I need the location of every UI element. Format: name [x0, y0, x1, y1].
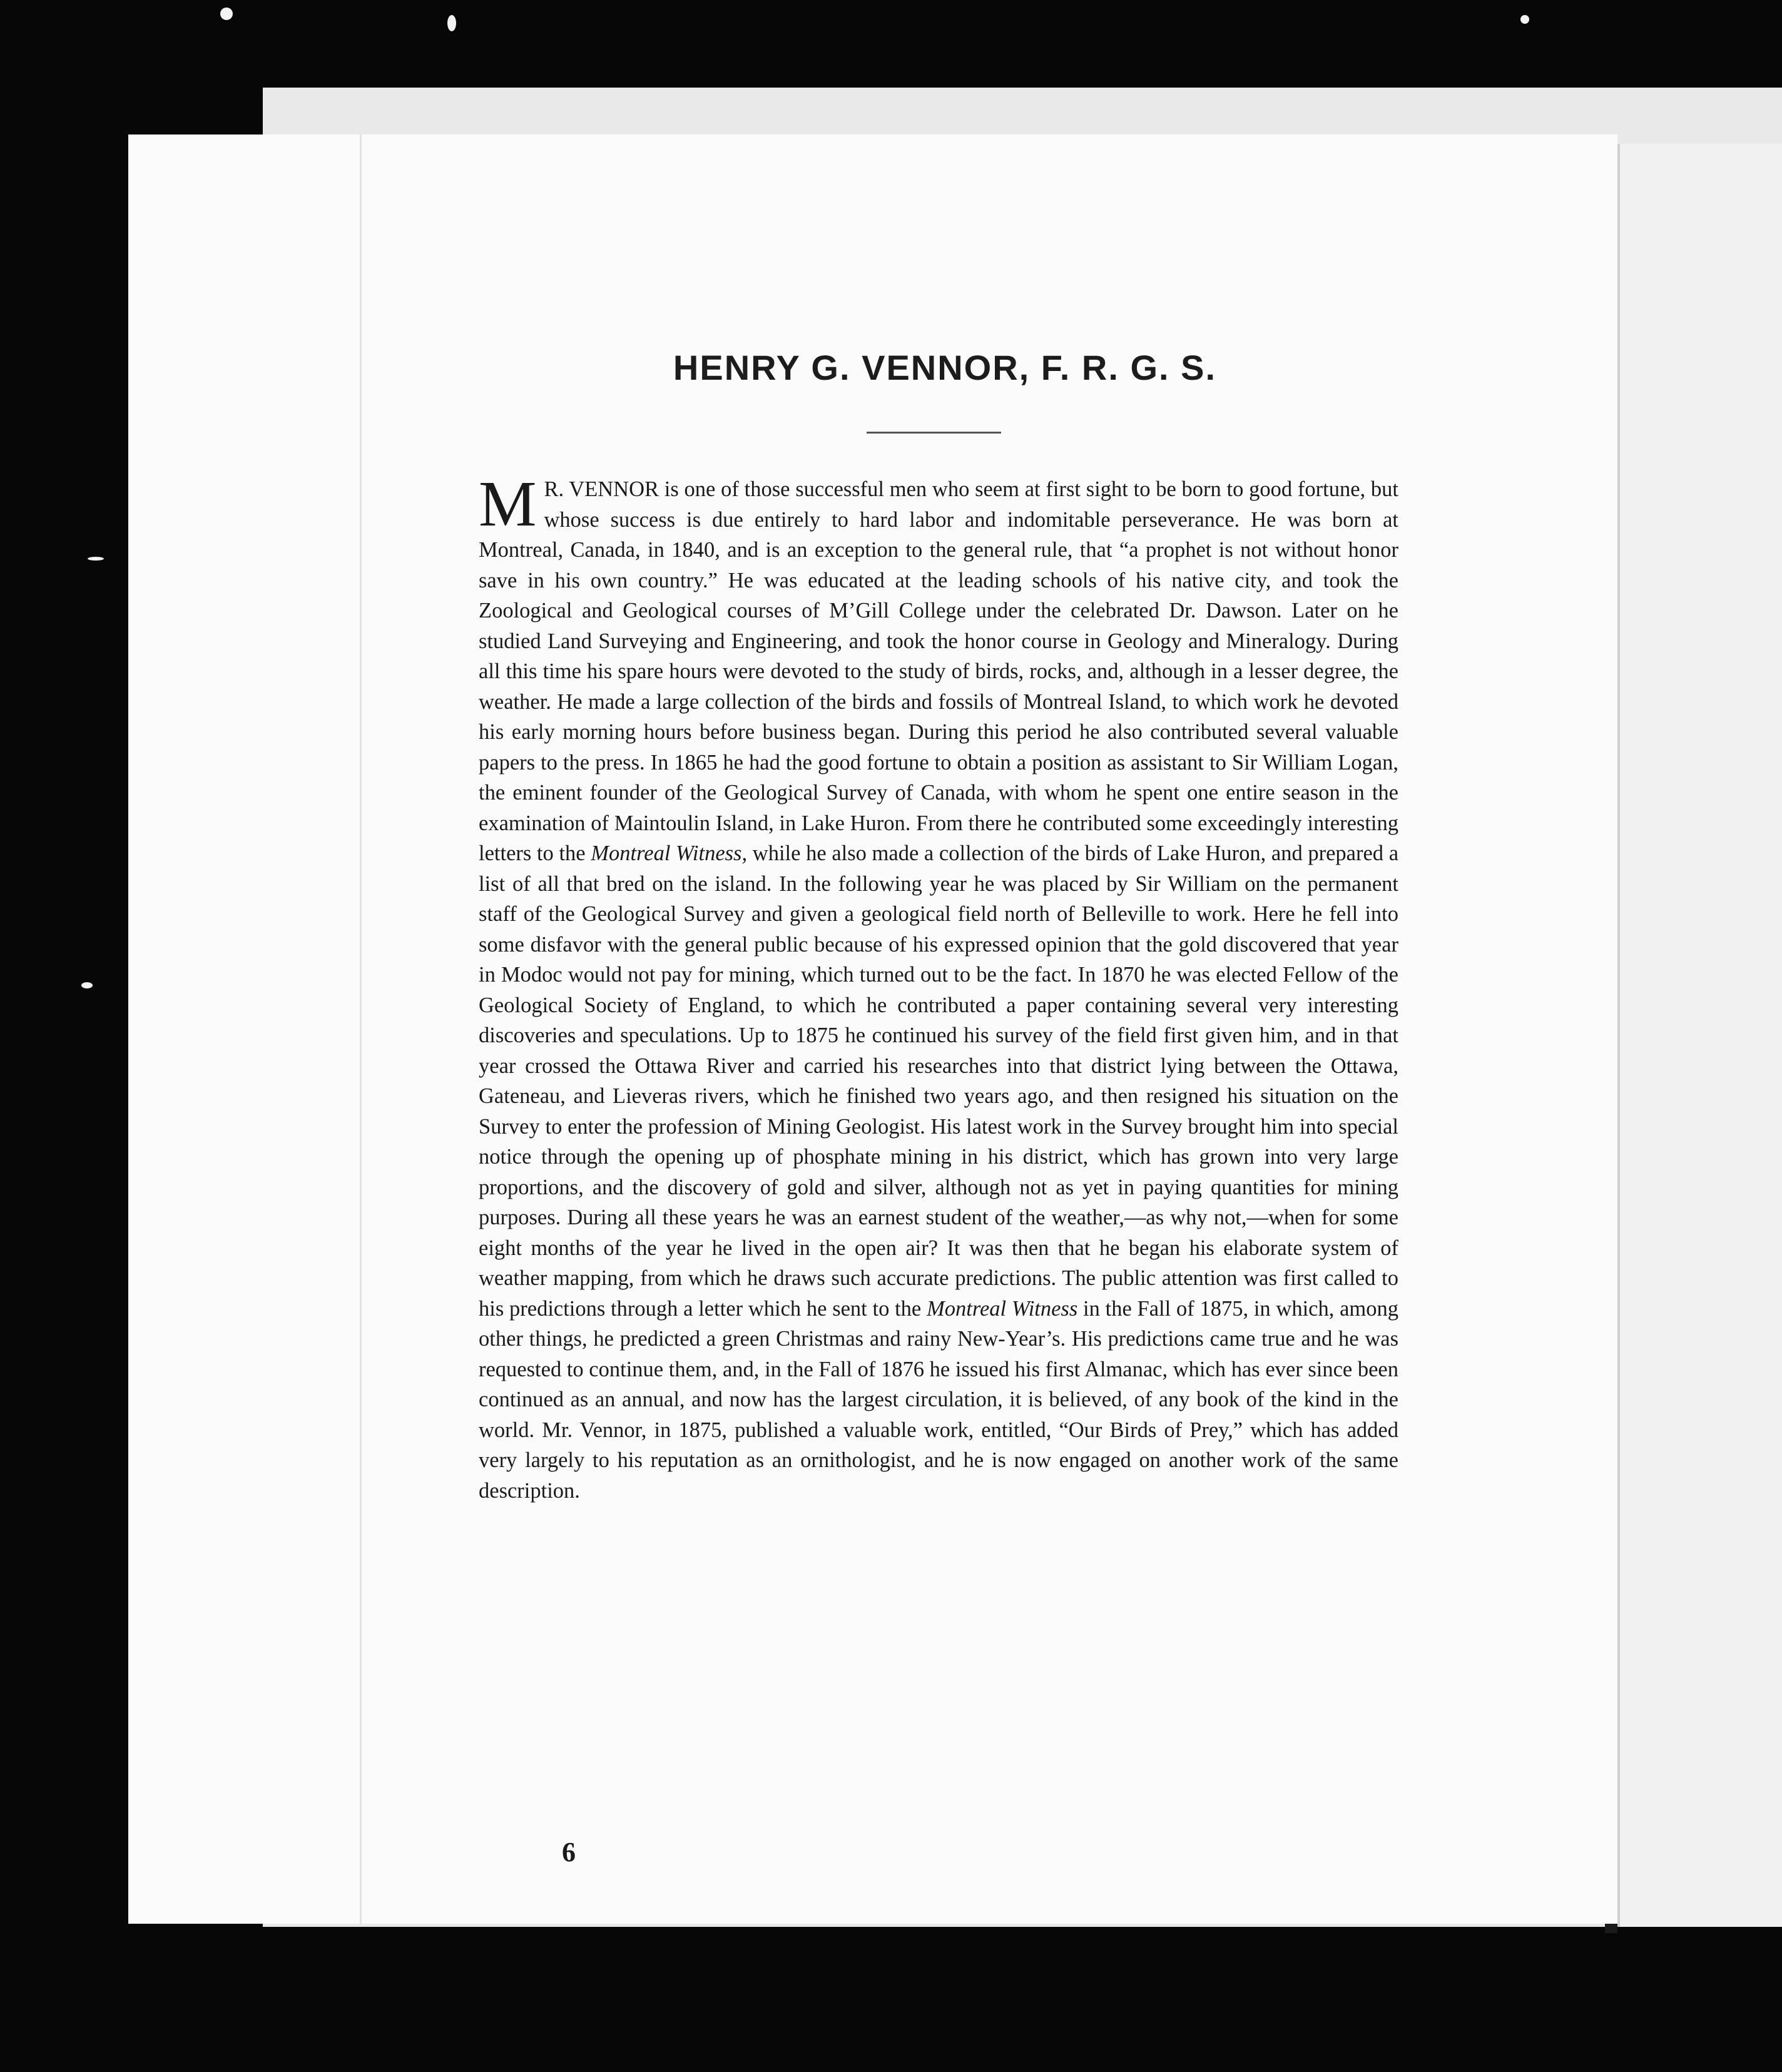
title-divider [867, 432, 1001, 434]
dust-speck [81, 982, 93, 988]
newspaper-title: Montreal Witness [927, 1296, 1078, 1321]
dust-speck [88, 557, 104, 561]
paragraph-text-part: in the Fall of 1875, in which, among other things, he predicted a green Christmas and rainy New-Year’s. His predictions came true and he was requested to continue them, and, in the Fall of 1876 he issued his first Almanac, which has ever since been continued as an annual, and now has the largest circulation, it is believed, of any book of the kind in the world. Mr. Vennor, in 1875, published a valuable work, entitled, “Our Birds of Prey,” which has added very largely to his reputation as an ornithologist, and he is now engaged on another work of the same description. [479, 1296, 1398, 1503]
newspaper-title: Montreal Witness, [591, 841, 748, 865]
page-number: 6 [562, 1837, 576, 1867]
paragraph-text-part: R. VENNOR is one of those successful men who seem at first sight to be born to good fortune, but whose success is due entirely to hard labor and indomitable perseverance. He was born at Montreal, Canada, in 1840, and is an exception to the general rule, that “a prophet is not without honor save in his own country.” He was educated at the leading schools of his native city, and took the Zoological and Geological courses of M’Gill College under the celebrated Dr. Dawson. Later on he studied Land Surveying and Engineering, and took the honor course in Geology and Mineralogy. During all this time his spare hours were devoted to the study of birds, rocks, and, although in a lesser degree, the weather. He made a large collection of the birds and fossils of Montreal Island, to which work he devoted his early morning hours before business began. During this period he also contributed several valuable papers to the press. In 1865 he had the good fortune to obtain a position as assistant to Sir William Logan, the eminent founder of the Geological Survey of Canada, with whom he spent one entire season in the examination of Maintoulin Island, in Lake Huron. From there he contributed some exceedingly interesting letters to the [479, 477, 1398, 865]
paragraph-text-part: while he also made a collection of the birds of Lake Huron, and prepared a list of all that bred on the island. In the following year he was placed by Sir William on the permanent staff of the Geological Survey and given a geological field north of Belleville to work. Here he fell into some disfavor with the general public because of his expressed opinion that the gold discovered that year in Modoc would not pay for mining, which turned out to be the fact. In 1870 he was elected Fellow of the Geological Society of England, to which he contributed a paper containing several very interesting discoveries and speculations. Up to 1875 he continued his survey of the field first given him, and in that year crossed the Ottawa River and carried his researches into that district lying between the Ottawa, Gateneau, and Lieveras rivers, which he finished two years ago, and then resigned his situation on the Survey to enter the profession of Mining Geologist. His latest work in the Survey brought him into special notice through the opening up of phosphate mining in his district, which has grown into very large proportions, and the discovery of gold and silver, although not as yet in paying quantities for mining purposes. During all these years he was an earnest student of the weather,—as why not,—when for some eight months of the year he lived in the open air? It was then that he began his elaborate system of weather mapping, from which he draws such accurate predictions. The public attention was first called to his predictions through a letter which he sent to the [479, 841, 1399, 1321]
dust-speck [447, 15, 456, 31]
dust-speck [1520, 15, 1529, 24]
dust-speck [220, 8, 233, 20]
biography-paragraph [479, 468, 1399, 1506]
page-title: HENRY G. VENNOR, F. R. G. S. [673, 348, 1217, 387]
drop-cap: M [479, 468, 537, 540]
